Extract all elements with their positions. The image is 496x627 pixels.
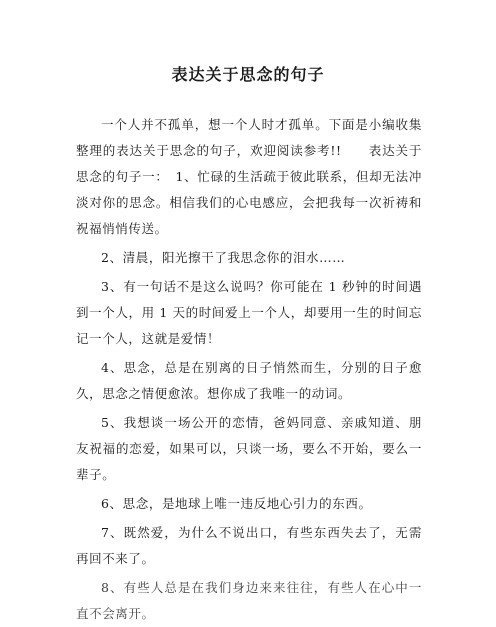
paragraph-intro: 一个人并不孤单，想一个人时才孤单。下面是小编收集整理的表达关于思念的句子，欢迎阅读参考!! 表达关于思念的句子一： 1、忙碌的生活疏于彼此联系，但却无法冲淡对你的思念。相信我们的心电感应，会把我每一次祈祷和祝福悄悄传送。 — [76, 117, 422, 236]
paragraph-7: 7、既然爱，为什么不说出口，有些东西失去了，无需再回不来了。 — [76, 525, 422, 566]
paragraph-4: 4、思念，总是在别离的日子悄然而生，分别的日子愈久，思念之情便愈浓。想你成了我唯一的动词。 — [76, 360, 422, 401]
paragraph-3: 3、有一句话不是这么说吗？你可能在 1 秒钟的时间遇到一个人，用 1 天的时间爱上一个人，却要用一生的时间忘记一个人，这就是爱情！ — [76, 279, 422, 346]
paragraph-6: 6、思念，是地球上唯一违反地心引力的东西。 — [101, 496, 372, 511]
paragraph-5: 5、我想谈一场公开的恋情，爸妈同意、亲戚知道、朋友祝福的恋爱，如果可以，只谈一场，要么不开始，要么一辈子。 — [76, 415, 422, 482]
paragraph-2: 2、清晨，阳光擦干了我思念你的泪水…… — [101, 250, 346, 265]
document-body — [76, 112, 422, 621]
paragraph-8-partial: 8、有些人总是在我们身边来来往往，有些人在心中一直不会离开。 — [76, 580, 422, 621]
document-title: 表达关于思念的句子 — [171, 65, 325, 84]
